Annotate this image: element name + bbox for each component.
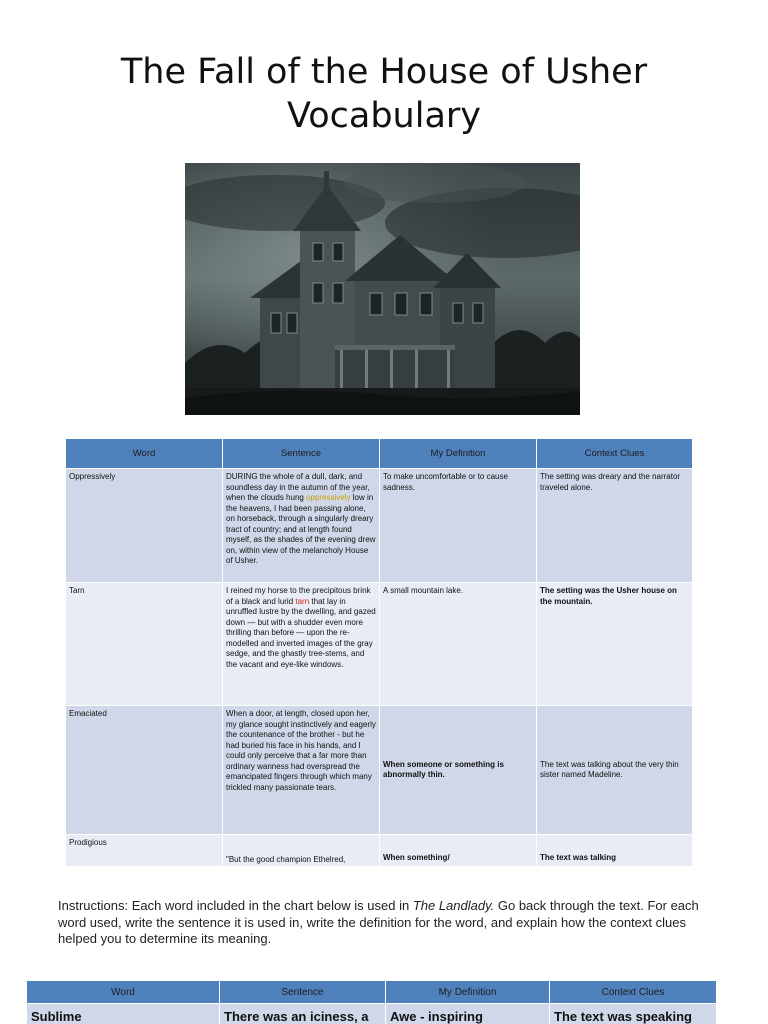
instructions-text: Go back through the text. For each word used, write the sentence it is used in, write the definition for the word, and explain how the context clues helped you to determine its meaning.	[58, 898, 699, 946]
sentence-text: DURING the whole of a dull, dark, and soundless day in the autumn of the year, when the clouds hung	[226, 472, 370, 502]
column-header-word: Word	[66, 439, 223, 469]
table-row	[66, 835, 693, 867]
vocabulary-table-2-region	[0, 980, 768, 1024]
sentence-cell: There was an iciness, a	[220, 1004, 386, 1024]
table-row	[66, 706, 693, 835]
title-line-1: The Fall of the House of Usher	[120, 52, 648, 92]
story-title: The Landlady.	[412, 898, 495, 913]
table-row	[66, 583, 693, 706]
table-header-row	[27, 981, 717, 1004]
table-row	[66, 469, 693, 583]
context-clues-cell: The text was talking	[537, 835, 693, 867]
definition-cell: When someone or something is abnormally thin.	[380, 706, 537, 835]
column-header-word: Word	[27, 981, 220, 1004]
sentence-cell: When a door, at length, closed upon her, my glance sought instinctively and eagerly the countenance of the brother - but he had buried his face in his hands, and I could only perceive that a far more than ordinary wanness had overspread the emancipated fingers through which many trickled many passionate tears.	[223, 706, 380, 835]
context-clues-cell: The text was talking about the very thin sister named Madeline.	[537, 706, 693, 835]
word-cell: Sublime	[27, 1004, 220, 1024]
sentence-text: I reined my horse to the precipitous brink of a black and lurid	[226, 586, 371, 606]
word-cell: Emaciated	[66, 706, 223, 835]
word-cell: Tarn	[66, 583, 223, 706]
column-header-context-clues: Context Clues	[537, 439, 693, 469]
table-header-row	[66, 439, 693, 469]
context-clues-cell: The setting was the Usher house on the mountain.	[537, 583, 693, 706]
title-line-2: Vocabulary	[286, 96, 481, 136]
sentence-cell	[223, 469, 380, 583]
highlighted-word: tarn	[295, 596, 310, 606]
instructions-paragraph	[58, 898, 718, 948]
definition-cell: Awe - inspiring	[386, 1004, 550, 1024]
highlighted-word: oppressively	[306, 493, 351, 502]
context-clues-cell: The setting was dreary and the narrator traveled alone.	[537, 469, 693, 583]
sentence-cell	[223, 583, 380, 706]
word-cell: Prodigious	[66, 835, 223, 867]
sentence-cell: "But the good champion Ethelred,	[223, 835, 380, 867]
column-header-sentence: Sentence	[223, 439, 380, 469]
column-header-context-clues: Context Clues	[550, 981, 717, 1004]
table-row	[27, 1004, 717, 1024]
definition-cell: A small mountain lake.	[380, 583, 537, 706]
definition-cell: To make uncomfortable or to cause sadness.	[380, 469, 537, 583]
sentence-text: that lay in unruffled lustre by the dwelling, and gazed down — but with a shudder even more thrilling than before — upon the re-modelled and inverted images of the gray sedge, and the ghastly tree-stems, and the vacant and eye-like windows.	[226, 596, 376, 669]
vocabulary-table	[26, 980, 717, 1024]
vocabulary-table	[65, 438, 693, 866]
sentence-text: low in the heavens, I had been passing alone, on horseback, through a singularly dreary tract of country; and at length found myself, as the shades of the evening drew on, within view of the melancholy House of Usher.	[226, 493, 376, 565]
instructions-text: Instructions: Each word included in the chart below is used in	[58, 898, 413, 913]
column-header-definition: My Definition	[386, 981, 550, 1004]
column-header-definition: My Definition	[380, 439, 537, 469]
context-clues-cell: The text was speaking	[550, 1004, 717, 1024]
definition-cell: When something/	[380, 835, 537, 867]
word-cell: Oppressively	[66, 469, 223, 583]
column-header-sentence: Sentence	[220, 981, 386, 1004]
